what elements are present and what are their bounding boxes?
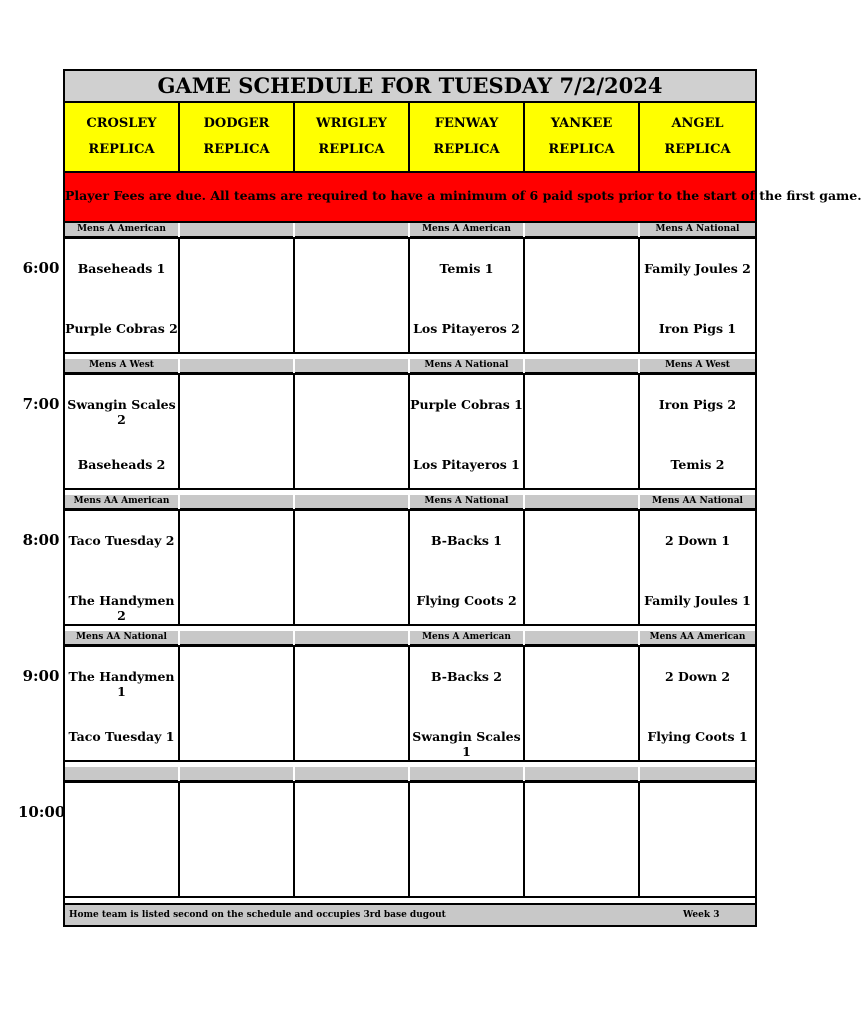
home-team: The Handymen 2	[68, 593, 175, 623]
division-label	[295, 631, 408, 645]
game-cell	[410, 647, 525, 760]
away-team: Iron Pigs 2	[658, 397, 737, 412]
game-cell	[410, 375, 525, 488]
field-name: YANKEE	[550, 116, 613, 131]
division-label: Mens A National	[410, 359, 523, 373]
division-label	[525, 223, 638, 237]
division-label: Mens A American	[65, 223, 178, 237]
division-label	[525, 767, 638, 781]
home-team: Los Pitayeros 2	[413, 321, 520, 336]
away-team: Family Joules 2	[644, 261, 751, 276]
field-subname: REPLICA	[548, 142, 615, 157]
game-cell	[65, 783, 180, 896]
game-cell	[525, 647, 640, 760]
away-team: B-Backs 2	[430, 669, 502, 684]
game-cell	[295, 239, 410, 352]
division-label	[525, 495, 638, 509]
field-subname: REPLICA	[318, 142, 385, 157]
away-team: Swangin Scales 2	[67, 397, 176, 427]
game-cell	[65, 375, 180, 488]
division-label	[180, 767, 293, 781]
division-label	[295, 359, 408, 373]
game-cell	[180, 647, 295, 760]
field-subname: REPLICA	[664, 142, 731, 157]
away-team: 2 Down 1	[664, 533, 731, 548]
game-cell	[65, 511, 180, 624]
division-label: Mens AA American	[65, 495, 178, 509]
game-cell	[65, 647, 180, 760]
away-team: Temis 1	[439, 261, 494, 276]
home-team: Family Joules 1	[644, 593, 751, 608]
field-name: FENWAY	[434, 116, 499, 131]
division-label: Mens AA National	[640, 495, 755, 509]
field-header-yankee	[525, 103, 640, 171]
field-header-dodger	[180, 103, 295, 171]
division-row	[65, 495, 755, 510]
division-label	[295, 223, 408, 237]
time-label: 9:00	[22, 667, 60, 685]
game-cell	[295, 375, 410, 488]
game-cell	[180, 375, 295, 488]
division-label	[295, 495, 408, 509]
division-row	[65, 223, 755, 238]
game-slot-row	[65, 509, 755, 626]
division-label	[180, 631, 293, 645]
division-label	[180, 223, 293, 237]
division-label: Mens AA National	[65, 631, 178, 645]
division-row	[65, 359, 755, 374]
division-label	[525, 631, 638, 645]
field-name: WRIGLEY	[316, 116, 387, 131]
away-team: Baseheads 1	[77, 261, 166, 276]
division-label: Mens AA American	[640, 631, 755, 645]
division-label	[525, 359, 638, 373]
home-team: Flying Coots 1	[647, 729, 748, 744]
field-name: ANGEL	[671, 116, 724, 131]
field-name: DODGER	[203, 116, 270, 131]
away-team: 2 Down 2	[664, 669, 731, 684]
division-label: Mens A National	[410, 495, 523, 509]
game-cell	[525, 375, 640, 488]
time-label: 6:00	[22, 259, 60, 277]
game-cell	[295, 783, 410, 896]
home-team: Swangin Scales 1	[412, 729, 521, 759]
time-label: 7:00	[22, 395, 60, 413]
home-team: Baseheads 2	[77, 457, 166, 472]
footer-bar	[65, 903, 755, 925]
home-team: Temis 2	[670, 457, 725, 472]
home-team: Purple Cobras 2	[65, 321, 178, 336]
fee-notice-banner: Player Fees are due. All teams are required to have a minimum of 6 paid spots prior to the start of the first game.	[65, 171, 755, 223]
division-label: Mens A American	[410, 223, 523, 237]
game-cell	[180, 783, 295, 896]
home-team-note: Home team is listed second on the schedule and occupies 3rd base dugout	[69, 910, 446, 920]
game-cell	[640, 375, 755, 488]
home-team: Iron Pigs 1	[658, 321, 737, 336]
game-cell	[180, 239, 295, 352]
game-cell	[180, 511, 295, 624]
game-cell	[640, 783, 755, 896]
division-row	[65, 631, 755, 646]
game-slot-row	[65, 781, 755, 898]
time-label: 8:00	[22, 531, 60, 549]
game-cell	[640, 647, 755, 760]
division-label: Mens A West	[640, 359, 755, 373]
field-subname: REPLICA	[433, 142, 500, 157]
game-cell	[525, 239, 640, 352]
game-cell	[295, 647, 410, 760]
game-slot-row	[65, 645, 755, 762]
division-label	[410, 767, 523, 781]
division-label: Mens A American	[410, 631, 523, 645]
game-cell	[640, 511, 755, 624]
division-label: Mens A West	[65, 359, 178, 373]
game-cell	[410, 511, 525, 624]
away-team: Purple Cobras 1	[410, 397, 523, 412]
game-cell	[410, 783, 525, 896]
home-team: Taco Tuesday 1	[68, 729, 175, 744]
game-cell	[295, 511, 410, 624]
field-subname: REPLICA	[203, 142, 270, 157]
page-title: GAME SCHEDULE FOR TUESDAY 7/2/2024	[65, 71, 755, 103]
division-label	[180, 359, 293, 373]
field-header-row	[65, 103, 755, 171]
field-name: CROSLEY	[86, 116, 157, 131]
division-label	[65, 767, 178, 781]
game-slot-row	[65, 373, 755, 490]
home-team: Flying Coots 2	[416, 593, 517, 608]
field-header-fenway	[410, 103, 525, 171]
game-cell	[65, 239, 180, 352]
away-team: The Handymen 1	[68, 669, 175, 699]
week-label: Week 3	[683, 910, 720, 920]
home-team: Los Pitayeros 1	[413, 457, 520, 472]
division-row	[65, 767, 755, 782]
division-label	[180, 495, 293, 509]
schedule-sheet	[63, 69, 862, 927]
away-team: B-Backs 1	[430, 533, 502, 548]
time-label: 10:00	[18, 803, 66, 821]
division-label	[640, 767, 755, 781]
field-header-wrigley	[295, 103, 410, 171]
division-label: Mens A National	[640, 223, 755, 237]
division-label	[295, 767, 408, 781]
game-cell	[410, 239, 525, 352]
field-header-crosley	[65, 103, 180, 171]
field-header-angel	[640, 103, 755, 171]
game-cell	[525, 783, 640, 896]
game-cell	[525, 511, 640, 624]
away-team: Taco Tuesday 2	[68, 533, 175, 548]
field-subname: REPLICA	[88, 142, 155, 157]
game-cell	[640, 239, 755, 352]
game-slot-row	[65, 237, 755, 354]
